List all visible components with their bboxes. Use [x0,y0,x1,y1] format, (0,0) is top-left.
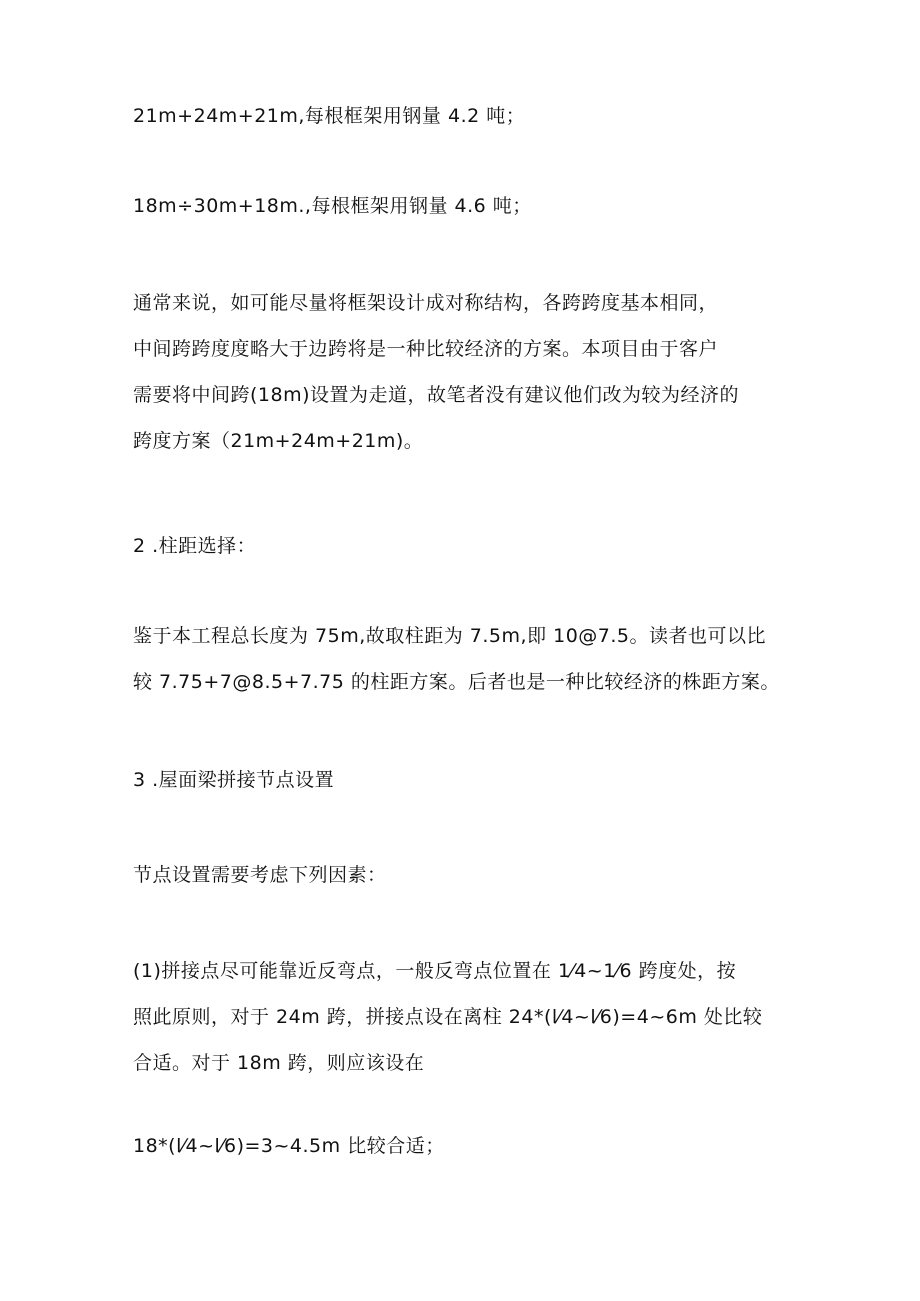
text-line: 中间跨跨度度略大于边跨将是一种比较经济的方案。本项目由于客户 [133,338,719,360]
text-line: 较 7.75+7@8.5+7.75 的柱距方案。后者也是一种比较经济的株距方案。 [133,671,780,693]
paragraph-span-config-2 [133,183,813,229]
paragraph-column-spacing [133,613,813,705]
text-line: 照此原则，对于 24m 跨，拼接点设在离柱 24*(l⁄4~l⁄6)=4~6m 处比较 [133,1006,763,1028]
text-line: 节点设置需要考虑下列因素： [133,864,387,886]
text-line: 合适。对于 18m 跨，则应该设在 [133,1052,425,1074]
text-line: 21m+24m+21m,每根框架用钢量 4.2 吨； [133,105,526,127]
text-line: 需要将中间跨(18m)设置为走道，故笔者没有建议他们改为较为经济的 [133,384,740,406]
text-line: 3 .屋面梁拼接节点设置 [133,769,335,791]
text-line: 18*(l⁄4~l⁄6)=3~4.5m 比较合适； [133,1135,445,1157]
text-line: 鉴于本工程总长度为 75m,故取柱距为 7.5m,即 10@7.5。读者也可以比 [133,625,767,647]
text-line: 跨度方案（21m+24m+21m)。 [133,430,424,452]
text-line: 通常来说，如可能尽量将框架设计成对称结构，各跨跨度基本相同， [133,292,719,314]
section-heading-column-spacing [133,523,813,569]
paragraph-splice-location [133,948,813,1086]
paragraph-span-config-1 [133,93,813,139]
text-line: 2 .柱距选择： [133,535,257,557]
paragraph-18m-result [133,1123,813,1169]
paragraph-joint-factors [133,852,813,898]
paragraph-design-discussion [133,280,813,464]
text-line: (1)拼接点尽可能靠近反弯点，一般反弯点位置在 1⁄4~1⁄6 跨度处，按 [133,960,737,982]
text-line: 18m÷30m+18m.,每根框架用钢量 4.6 吨； [133,195,532,217]
section-heading-splice-joints [133,757,813,803]
